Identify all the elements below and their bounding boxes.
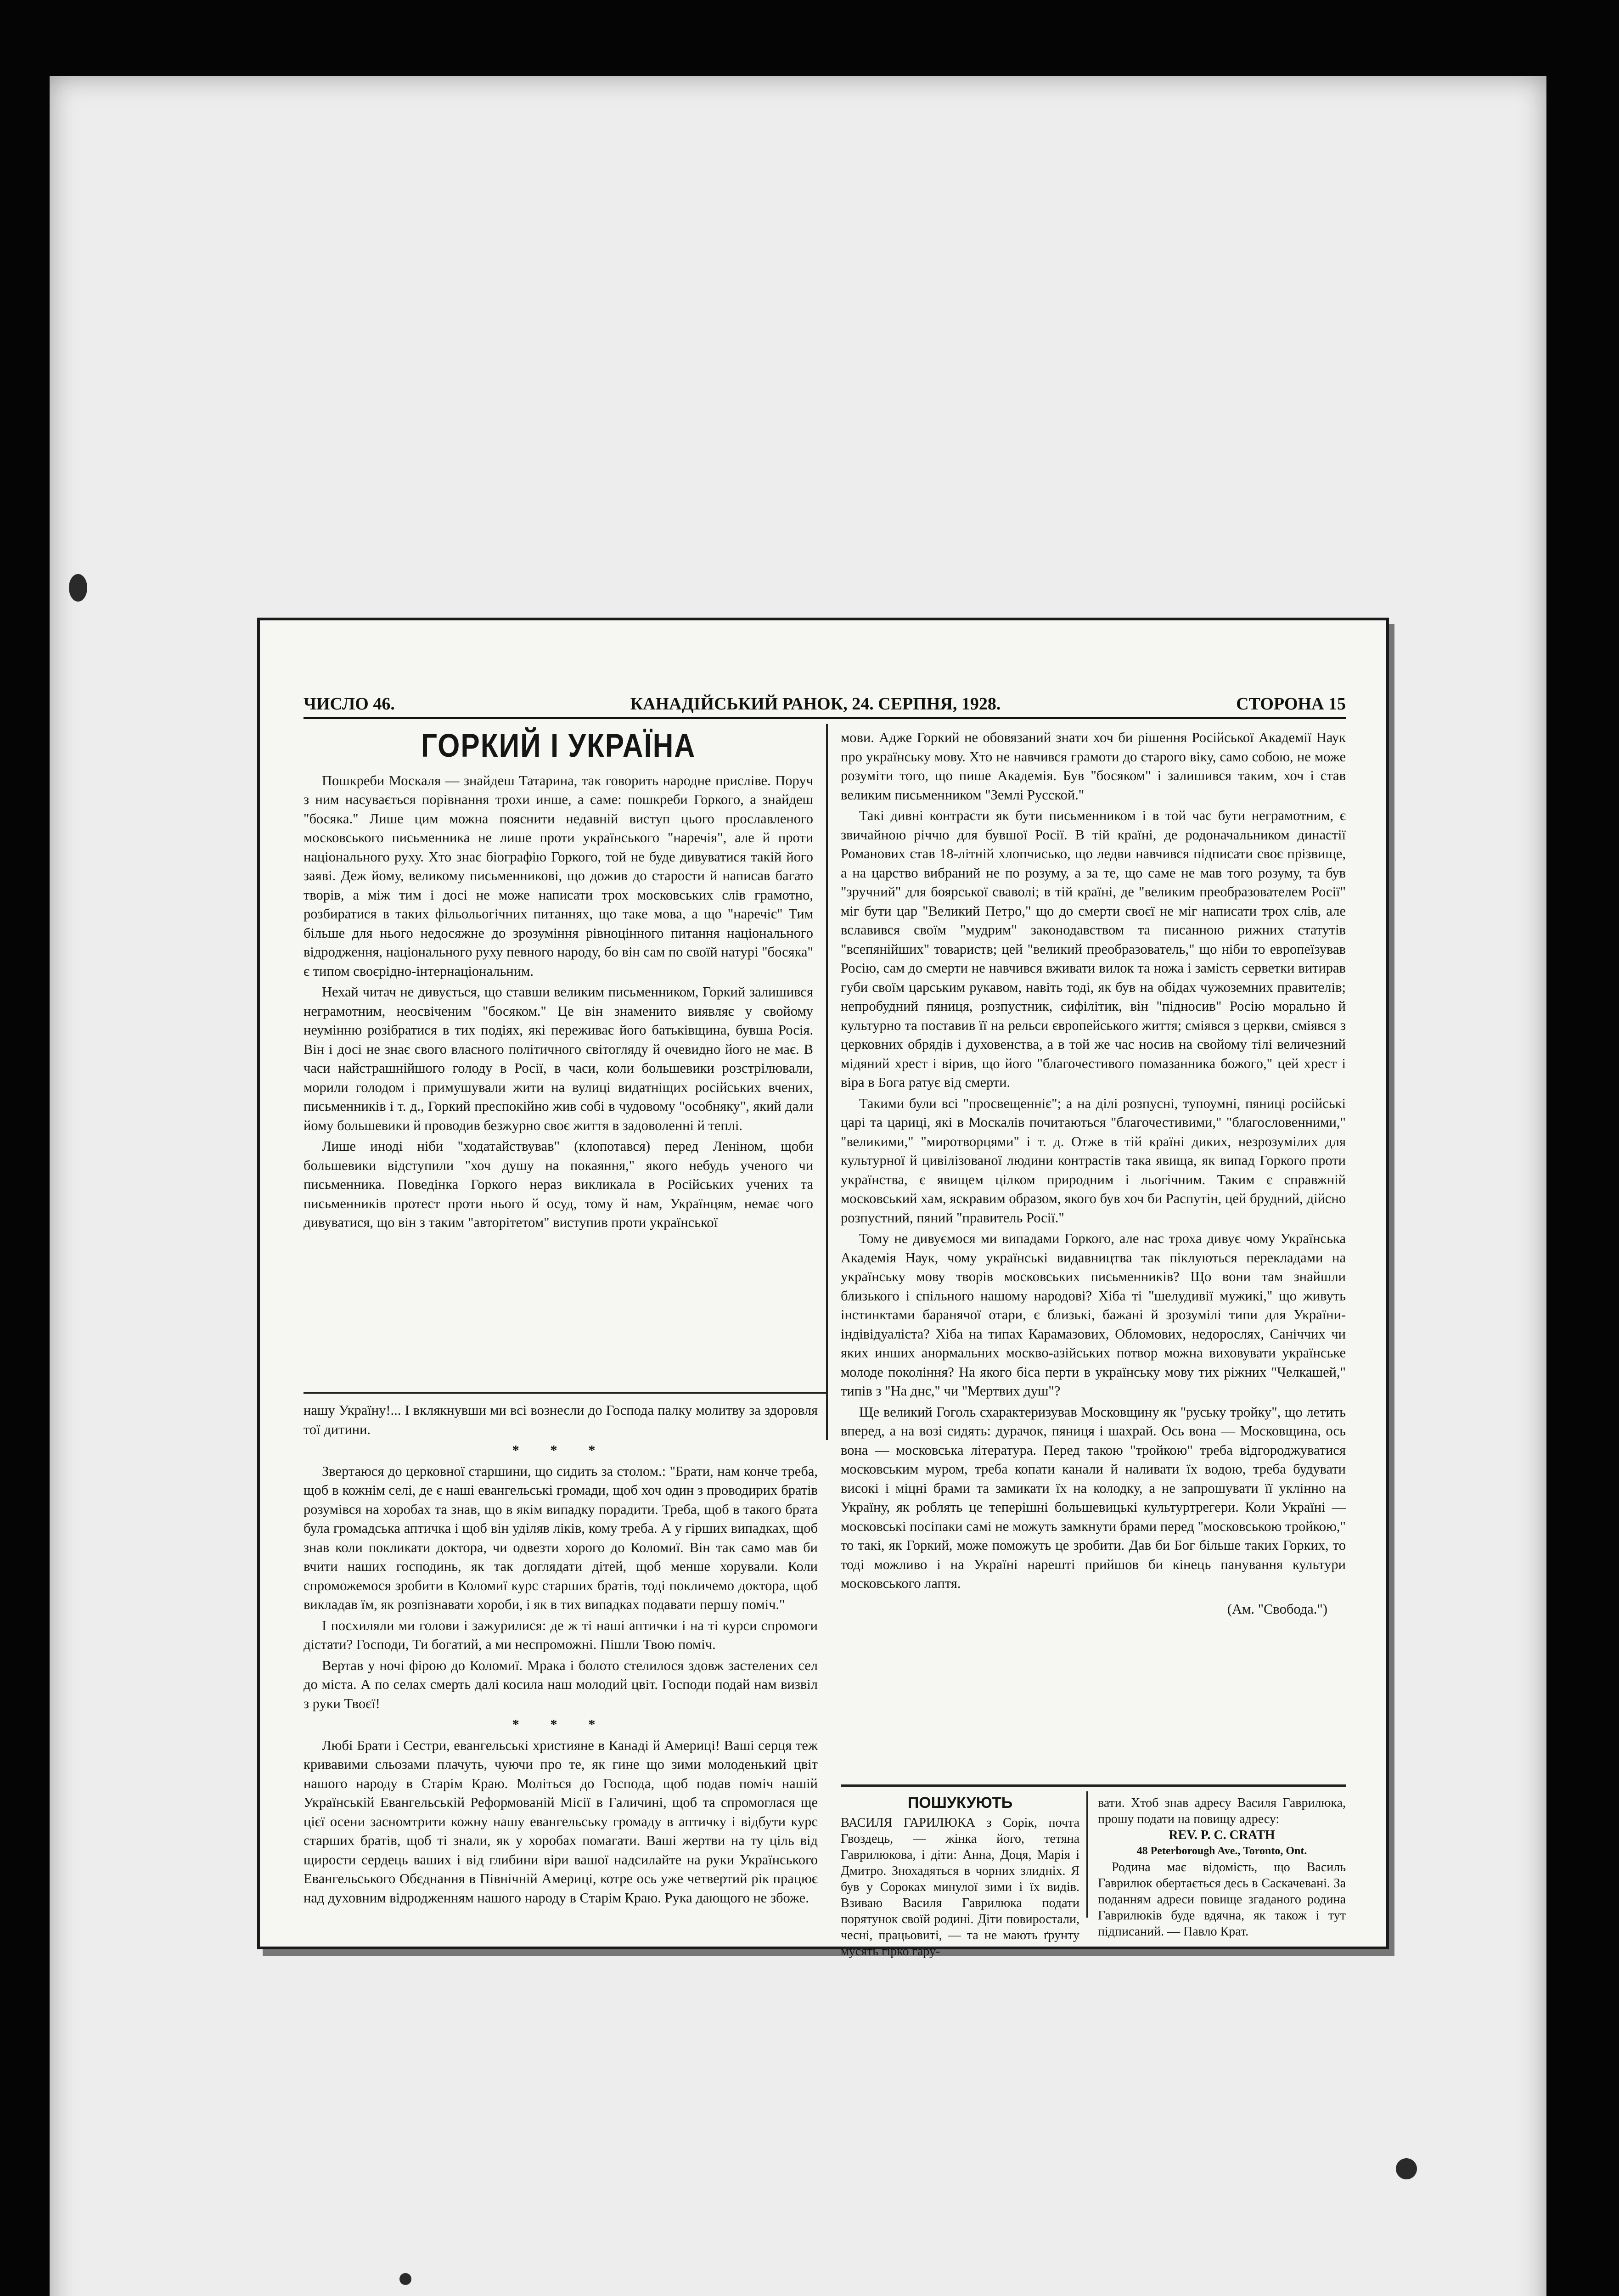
article-paragraph: Нехай читач не дивується, що ставши великим письменником, Горкий залишився неграмотним, неосвіченим "босяком." Це він знаменито виявляє у свойому неумінню розібратися в тих подіях, які переживає його батьківщина, бувша Росія. Він і досі не знає свого власного політичного світогляду й очевидно його не має. В часи найстрашнійшого голоду в Росії, в часи, коли большевики розстрілювали, морили голодом і примушували жити на вулиці видатніщих російських вчених, письменників і т. д., Горкий преспокійно жив собі в чудовому "особняку", який дали йому большевики й проводив безжурно своє життя в задоволенні й теплі. xyxy=(304,984,813,1133)
article-paragraph: Такі дивні контрасти як бути письменником і в той час бути неграмотним, є звичайною річчю для бувшої Росії. В тій країні, де родоначальником династії Романових став 18-літній хлопчисько, що ледви навчився підписати своє прізвище, а на царство вибраний не по розуму, а за те, що саме не мав того розуму, та був "зручний" для боярської сваволі; в тій країні, де "великим преобразователем Росії" міг бути цар "Великий Петро," що до смерти своєї не міг написати трох слів, але вславився своїм "мудрим" законодавством та писанною рижних статутів "всепянійших" товариств; цей "великий преобразователь," що ніби то европеїзував Росію, сам до смерти не навчився вживати вилок та ножа і замість серветки витирав губи своїм царським рукавом, навіть тоді, як був на обідах чужоземних правителів; непробудний пяниця, розпустник, сифілітик, він "підносив" Росію морально й культурно та поставив її на рельси європейського життя; сміявся з церкви, сміявся з церковних обрядів і духовенства, а в той же час носив на свойому тілі величезний мідяний хрест і вірив, що його "благочестивого помазанника божого," цей хрест і віра в Бога ратує від смерти. xyxy=(841,808,1346,1090)
film-spot xyxy=(399,2273,411,2285)
page-header xyxy=(304,692,1346,719)
article-paragraph: Такими були всі "просвещенніє"; а на ділі розпусні, тупоумні, пяниці російські царі та цариці, які в Москалів почитаються "благочестивими," "благословенними," "великими," "миротворцями" і т. д. Отже в тій країні диких, незрозумілих для культурної й цивілізованої людини контрастів така явища, як випад Горкого проти українства, є явищем цілком природним і льогічним. Таким є справжній московський хам, яскравим образом, якого був хоч би Распутін, цей брудний, дійсно розпустний, пяний "правитель Росії." xyxy=(841,1095,1346,1226)
page-number: СТОРОНА 15 xyxy=(1236,694,1346,714)
section-divider xyxy=(304,1392,827,1394)
search-notice-left xyxy=(841,1795,1079,1959)
search-notice-text: Родина має відомість, що Василь Гаврилюк обертається десь в Саскачевані. За поданням адреси повище згаданого родина Гаврилюків буде вдячна, як також і тут підписаний. — Павло Крат. xyxy=(1098,1860,1346,1939)
article-paragraph: Пошкреби Москаля — знайдеш Татарина, так говорить народне присліве. Поруч з ним насувається порівнання трохи инше, а саме: пошкреби Горкого, а знайдеш "босяка." Лише цим можна пояснити недавній виступ цього прославленого московського письменника не лише проти українського "наречія", але й проти національного руху. Хто знає біографію Горкого, той не буде дивуватися такій його заяві. Деж йому, великому письменникові, що дожив до старости й написав багато творів, а між тим і досі не може написати трох московських слів грамотно, розбиратися в таких фільольогічних питаннях, що таке мова, а що "наречіє" Тим більше для нього недосяжне до зрозуміння рівноцінного питання національного відродження, національного руху певного народу, бо він сам по своїй натурі "босяка" є типом своєрідно-інтернаціональним. xyxy=(304,772,813,979)
letter-column xyxy=(304,1401,818,1909)
search-notice-right xyxy=(1098,1795,1346,1940)
address-name: REV. P. C. CRATH xyxy=(1169,1828,1275,1842)
search-notice xyxy=(841,1784,1346,1958)
stars-separator: * * * xyxy=(512,1442,609,1458)
article-title: ГОРКИЙ І УКРАЇНА xyxy=(421,727,696,765)
address-street: 48 Peterborough Ave., Toronto, Ont. xyxy=(1136,1845,1307,1857)
article-paragraph: Тому не дивуємося ми випадами Горкого, але нас троха дивує чому Українська Академія Наук, чому українські видавництва так піклуються перекладами на українську мову творів московських письменників? Що вони там знайшли близького і спільного нашому народові? Хіба ті "шелудивії мужикі," що живуть інстинктами баранячої отари, є близькі, бажані й зрозумілі типи для України-індівідуаліста? Хіба на типах Карамазових, Обломових, недорослях, Саніччих чи яких инших анормальних москво-азійських потвор можна виховувати українське молоде покоління? На якого біса перти в українську мову тих ріжних "Челкашей," типів з "На днє," чи "Мертвих душ"? xyxy=(841,1231,1346,1399)
article-source: (Ам. "Свобода.") xyxy=(1227,1601,1327,1617)
issue-number: ЧИСЛО 46. xyxy=(304,694,395,714)
letter-paragraph: Звертаюся до церковної старшини, що сидить за столом.: "Брати, нам конче треба, щоб в кожнім селі, де є наші евангельські громади, щоб хоч один з проводирих братів розумівся на хоробах та знав, що в якім випадку порадити. Треба, щоб в такого брата була громадська аптичка і щоб він уділяв ліків, кому треба. А у гірших випадках, щоб знав коли покликати доктора, чи одвезти хорого до Коломиї. Він так само мав би вчити наших господинь, як так доглядати дітей, щоб менше хорували. Коли спроможемося зробити в Коломиї курс старших братів, тоді покличемо доктора, щоб викладав їм, як розпізнавати хороби, і як в тих випадках подавати першу поміч." xyxy=(304,1463,818,1612)
article-paragraph: Лише иноді ніби "ходатайствував" (клопотався) перед Леніном, щоби большевики відступили "хоч душу на покаяння," якого небудь ученого чи письменника. Поведінка Горкого нераз викликала в Російських учених та письменників протест проти нього й осуд, тому й нам, Українцям, немає чого дивуватися, що він з таким "авторітетом" виступив проти української xyxy=(304,1138,813,1230)
newspaper-page xyxy=(257,618,1389,1958)
search-notice-title: ПОШУКУЮТЬ xyxy=(907,1794,1013,1812)
article-paragraph: мови. Адже Горкий не обовязаний знати хоч би рішення Російської Академії Наук про українську мову. Хто не навчився грамоти до старого віку, само собою, не може розуміти того, що пише Академія. Був "босяком" і залишився таким, хоч і став великим письменником "Землі Русской." xyxy=(841,730,1346,803)
film-spot xyxy=(69,574,87,602)
letter-paragraph: І посхиляли ми голови і зажурилися: де ж ті наші аптички і на ті курси спромоги дістати? Господи, Ти богатий, а ми неспроможні. Пішли Твою поміч. xyxy=(304,1617,818,1652)
letter-paragraph: Любі Брати і Сестри, евангельські християне в Канаді й Америці! Ваші серця теж кривавими сльозами плачуть, чуючи про те, як гине що зими молоденький цвіт нашого народу в Старім Краю. Моліться до Господа, щоб подав поміч нашій Українській Евангельській Реформованій Місії в Галичині, щоб та спромоглася ще цієї осени засномтрити кожну нашу евангельську громаду в аптичку і відбути курс старших братів, щоб ті знали, як у хоробах помагати. Ваші жертви на ту ціль від щирости сердець ваших і від глибини віри вашої надсилайте на руки Українського Евангельського Обєднання в Північній Америці, котре ось уже четвертий рік працює над духовним відродженням нашого народу в Старім Краю. Рука дающого не збоже. xyxy=(304,1737,818,1906)
stars-separator: * * * xyxy=(512,1716,609,1732)
notice-divider xyxy=(1086,1791,1088,1918)
search-notice-text: ВАСИЛЯ ГАРИЛЮКА з Сорік, почта Гвоздець, — жінка його, тетяна Гаврилюкова, і діти: Анна, Доця, Марія і Дмитро. Знохадяться в чорних злидніх. Я був у Сороках минулої зими і їх видів. Взиваю Василя Гаврилюка подати порятунок своїй родині. Діти повиростали, чесні, працьовиті, — та не мають ґрунту мусять гірко гару- xyxy=(841,1816,1079,1958)
masthead: КАНАДІЙСЬКИЙ РАНОК, 24. СЕРПНЯ, 1928. xyxy=(630,694,1001,714)
letter-paragraph: нашу Україну!... І вклякнувши ми всі вознесли до Господа палку молитву за здоровля тої дитини. xyxy=(304,1402,818,1437)
letter-paragraph: Вертав у ночі фірою до Коломиї. Мрака і болото стелилося здовж застелених сел до міста. А по селах смерть далі косила наш молодий цвіт. Господи подай нам визвіл з руки Твоєї! xyxy=(304,1657,818,1711)
article-left-column xyxy=(304,728,813,1234)
search-notice-text: вати. Хтоб знав адресу Василя Гаврилюка, прошу подати на повищу адресу: xyxy=(1098,1796,1346,1826)
column-divider xyxy=(826,724,828,1440)
page-content xyxy=(304,692,1346,1958)
article-right-column xyxy=(841,728,1346,1621)
article-paragraph: Ще великий Гоголь схарактеризував Московщину як "руську тройку", що летить вперед, а на возі сидять: дурачок, пяниця і шахрай. Ось вона — Московщина, ось вона — московська література. Перед такою "тройкою" треба відгороджуватися московським муром, треба копати канали й наливати їх водою, треба будувати високі і міцні брами та замикати їх на колодку, а не запрошувати її уклінно на Україну, як роблять це теперішні большевицькі культуртрегери. Коли Україні — московські посіпаки самі не можуть замкнути брами перед "московською тройкою," то такі, як Горкий, може поможуть це зробити. Дав би Бог більше таких Горких, то тоді можливо і на Україні нарешті прийшов би кінець панування культури московського лаптя. xyxy=(841,1404,1346,1591)
film-spot xyxy=(1396,2158,1417,2179)
